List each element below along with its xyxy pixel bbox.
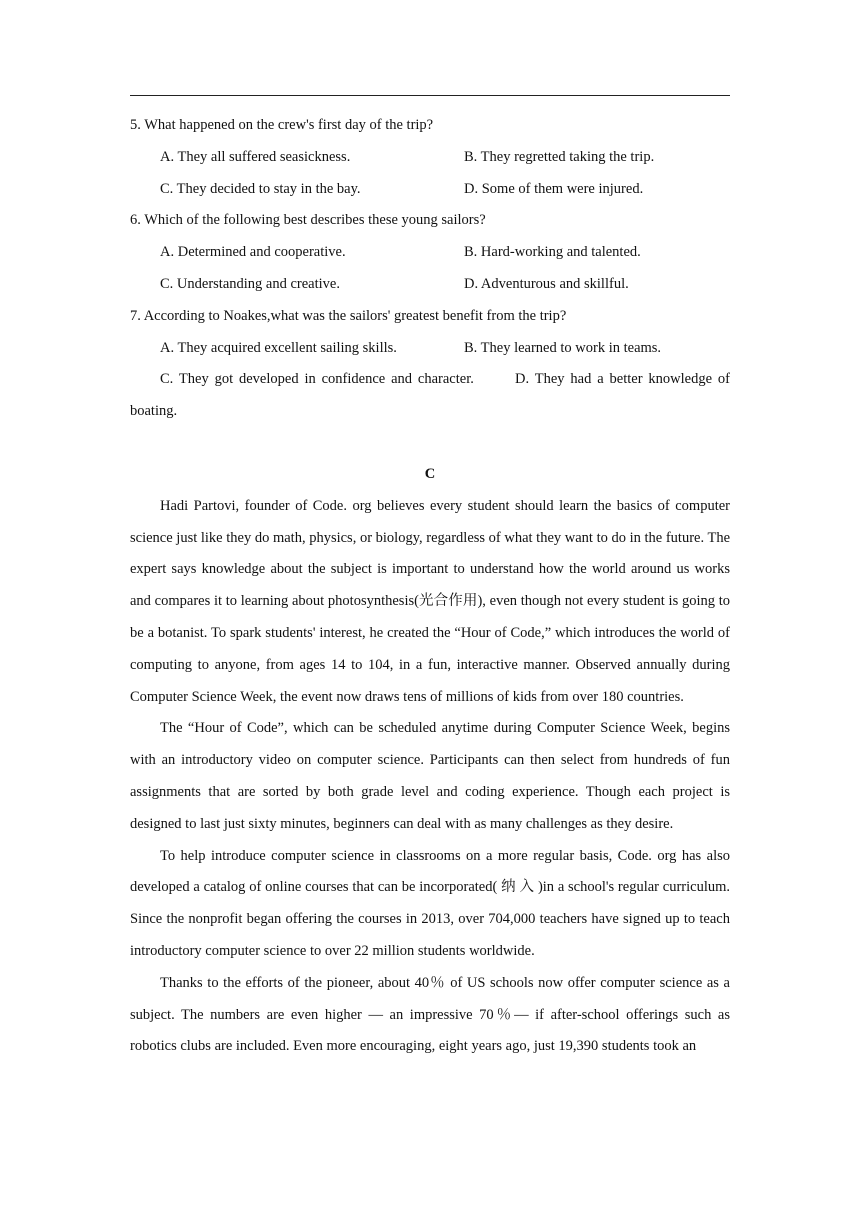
question-7-options-row-1 — [130, 333, 730, 365]
question-7-option-d: D. They had a better knowledge of boating. — [130, 371, 730, 420]
paragraph-3: To help introduce computer science in classrooms on a more regular basis, Code. org has also developed a catalog of online courses that can be incorporated( 纳 入 )in a school's regular curriculum. Since the nonprofit began offering the courses in 2013, over 704,000 teachers have signed up to teach introductory computer science to over 22 million students worldwide. — [130, 847, 730, 959]
question-5-options-row-1 — [130, 142, 730, 174]
question-6-option-b: B. Hard-working and talented. — [464, 244, 641, 261]
question-5-options-row-2 — [130, 174, 730, 206]
question-5-stem: 5. What happened on the crew's first day of the trip? — [130, 117, 434, 133]
question-7-option-c: C. They got developed in confidence and character. — [160, 371, 474, 388]
paragraph-2: The “Hour of Code”, which can be scheduled anytime during Computer Science Week, begins with an introductory video on computer science. Participants can then select from hundreds of fun assignments that are sorted by both grade level and coding experience. Though each project is designed to last just sixty minutes, beginners can deal with as many challenges as they desire. — [130, 720, 730, 832]
question-6-option-c: C. Understanding and creative. — [160, 275, 340, 292]
question-5-option-c: C. They decided to stay in the bay. — [160, 180, 361, 197]
question-6-options-row-2 — [130, 269, 730, 301]
question-6-options-row-1 — [130, 237, 730, 269]
question-5-option-b: B. They regretted taking the trip. — [464, 148, 655, 165]
paragraph-4: Thanks to the efforts of the pioneer, about 40％ of US schools now offer computer science as a subject. The numbers are even higher — an impressive 70％— if after-school offerings such as robotics clubs are included. Even more encouraging, eight years ago, just 19,390 students took an — [130, 974, 730, 1055]
question-5-option-a: A. They all suffered seasickness. — [160, 148, 351, 165]
section-title: C — [424, 465, 436, 482]
question-6-option-a: A. Determined and cooperative. — [160, 244, 346, 261]
question-7-stem: 7. According to Noakes,what was the sailors' greatest benefit from the trip? — [130, 307, 567, 324]
question-6-option-d: D. Adventurous and skillful. — [464, 275, 629, 292]
paragraph-1: Hadi Partovi, founder of Code. org believes every student should learn the basics of computer science just like they do math, physics, or biology, regardless of what they want to do in the future. The expert says knowledge about the subject is important to understand how the world around us works and compares it to learning about photosynthesis(光合作用), even though not every student is going to be a botanist. To spark students' interest, he created the “Hour of Code,” which introduces the world of computing to anyone, from ages 14 to 104, in a fun, interactive manner. Observed annually during Computer Science Week, the event now draws tens of millions of kids from over 180 countries. — [130, 497, 731, 705]
question-6-stem: 6. Which of the following best describes these young sailors? — [130, 212, 486, 229]
header-rule — [130, 95, 730, 96]
document-page — [130, 110, 730, 1063]
question-7-option-a: A. They acquired excellent sailing skills. — [160, 339, 397, 356]
question-5-option-d: D. Some of them were injured. — [464, 180, 644, 197]
question-7-options-row-2 — [130, 364, 730, 428]
question-7-option-b: B. They learned to work in teams. — [464, 339, 662, 356]
